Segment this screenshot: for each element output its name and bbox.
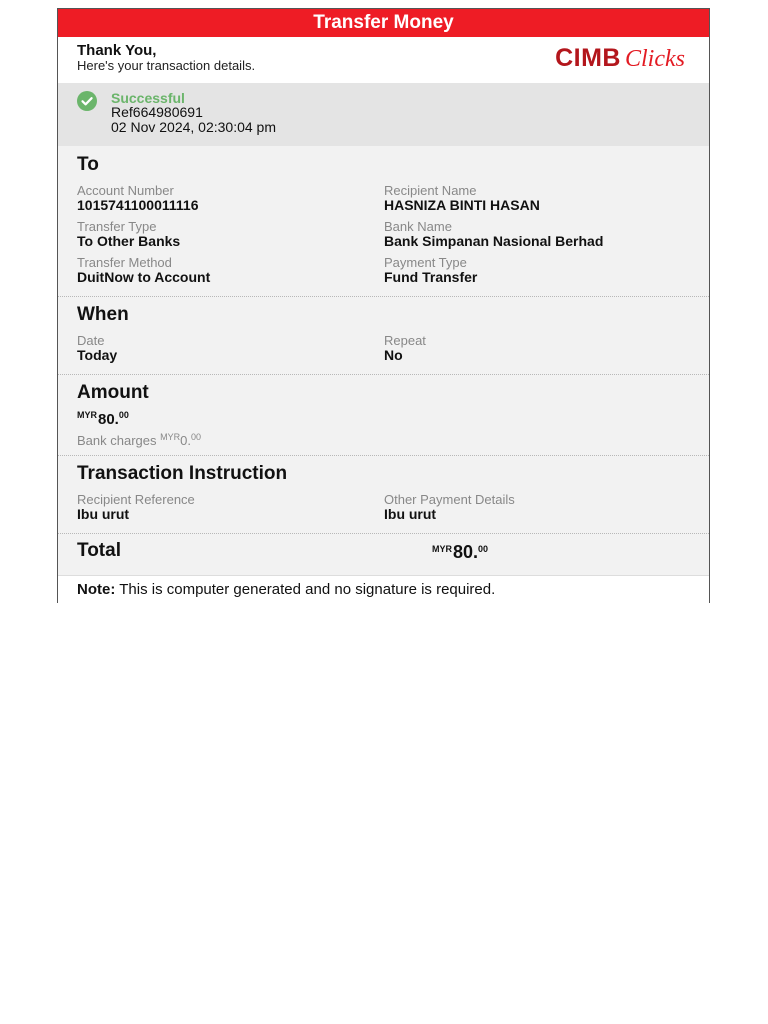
amount-whole: 80. (98, 411, 119, 428)
section-when (58, 296, 709, 374)
recipient-name-value: HASNIZA BINTI HASAN (384, 197, 540, 213)
transaction-details (58, 146, 709, 576)
page-title: Transfer Money (58, 9, 709, 37)
amount-currency: MYR (77, 410, 97, 420)
transfer-type-value: To Other Banks (77, 233, 181, 249)
bank-name-label: Bank Name (384, 219, 452, 234)
thank-you-subtitle: Here's your transaction details. (77, 58, 256, 73)
amount-value (77, 410, 129, 428)
payment-type-value: Fund Transfer (384, 269, 478, 285)
recipient-reference-value: Ibu urut (77, 506, 130, 522)
total-row (58, 533, 709, 576)
section-amount (58, 374, 709, 455)
footer-note (58, 575, 709, 604)
amount-decimal: 00 (118, 410, 129, 420)
repeat-value: No (384, 347, 403, 363)
transaction-status (58, 83, 709, 146)
section-title-instruction: Transaction Instruction (77, 463, 288, 484)
thank-you-header (58, 37, 709, 83)
repeat-label: Repeat (384, 333, 426, 348)
date-label: Date (77, 333, 105, 348)
bank-charges-label: Bank charges (77, 433, 157, 448)
note-body: This is computer generated and no signature is required. (119, 581, 496, 598)
note-text (77, 581, 495, 598)
cimb-clicks-logo (555, 44, 685, 73)
account-number-value: 1015741100011116 (77, 197, 199, 213)
transfer-method-value: DuitNow to Account (77, 269, 211, 285)
payment-type-label: Payment Type (384, 255, 467, 270)
bank-charges-decimal: 00 (190, 432, 201, 442)
status-label: Successful (111, 90, 185, 106)
section-to (58, 146, 709, 296)
recipient-reference-label: Recipient Reference (77, 492, 195, 507)
recipient-name-label: Recipient Name (384, 183, 477, 198)
account-number-label: Account Number (77, 183, 174, 198)
total-value (432, 542, 488, 563)
total-decimal: 00 (478, 544, 489, 554)
transaction-datetime: 02 Nov 2024, 02:30:04 pm (111, 119, 277, 135)
logo-brand: CIMB (555, 44, 621, 72)
other-details-label: Other Payment Details (384, 492, 515, 507)
date-value: Today (77, 347, 118, 363)
thank-you-title: Thank You, (77, 42, 157, 59)
check-circle-icon (77, 91, 97, 111)
transfer-type-label: Transfer Type (77, 219, 157, 234)
total-currency: MYR (432, 544, 452, 554)
transfer-receipt (57, 8, 710, 603)
logo-product: Clicks (625, 46, 685, 72)
bank-charges-currency: MYR (160, 432, 181, 442)
note-label: Note: (77, 581, 116, 598)
reference-number: Ref664980691 (111, 104, 203, 120)
other-details-value: Ibu urut (384, 506, 437, 522)
total-whole: 80. (453, 542, 479, 562)
section-title-to: To (77, 154, 99, 175)
transfer-method-label: Transfer Method (77, 255, 172, 270)
section-title-amount: Amount (77, 382, 149, 403)
bank-charges-whole: 0. (180, 433, 191, 448)
bank-name-value: Bank Simpanan Nasional Berhad (384, 233, 604, 249)
section-title-when: When (77, 304, 129, 325)
bank-charges (77, 432, 201, 448)
section-instruction (58, 455, 709, 533)
total-label: Total (77, 540, 121, 561)
